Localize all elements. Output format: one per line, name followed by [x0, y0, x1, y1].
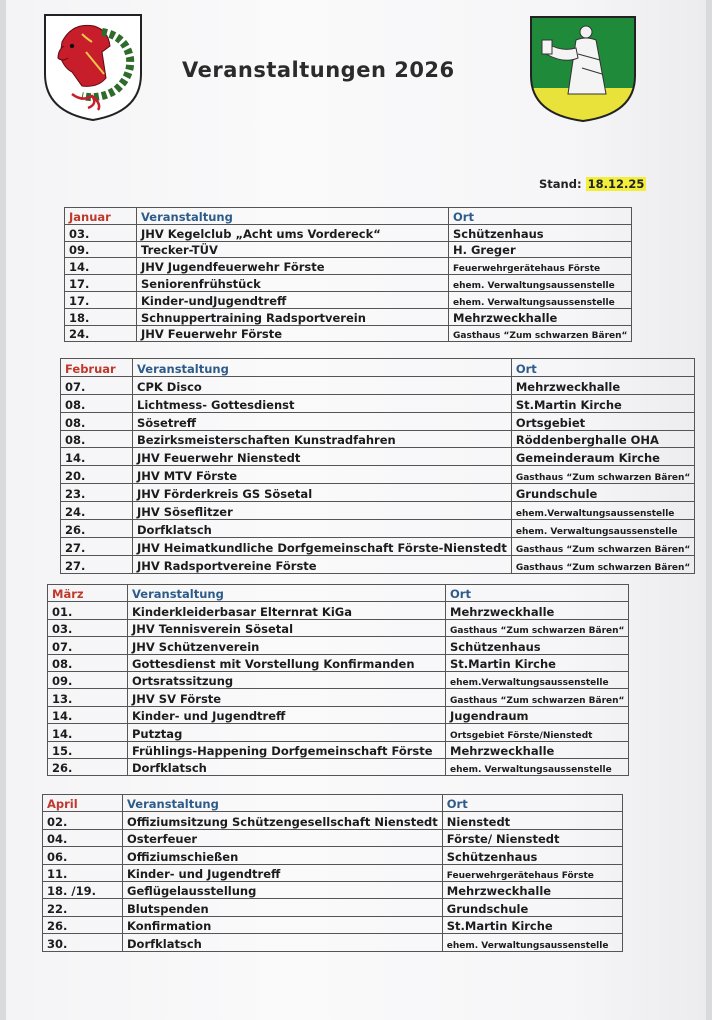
event-place: Gasthaus “Zum schwarzen Bären“ [511, 466, 694, 484]
event-name: Ortsratssitzung [128, 671, 446, 688]
column-header-event: Veranstaltung [133, 359, 512, 377]
table-row [43, 829, 623, 846]
event-date: 18. /19. [43, 881, 123, 898]
event-name: JHV Tennisverein Sösetal [128, 619, 446, 636]
table-row [61, 502, 695, 520]
event-place: Mehrzweckhalle [511, 376, 694, 394]
event-place: Mehrzweckhalle [446, 602, 629, 619]
table-header-row [65, 208, 632, 225]
month-name: Januar [65, 208, 137, 225]
event-place: Schützenhaus [442, 847, 622, 864]
table-row [65, 224, 632, 241]
table-row [65, 275, 632, 292]
month-table-april [42, 794, 623, 952]
column-header-event: Veranstaltung [137, 208, 449, 225]
event-name: Kinder-undJugendtreff [137, 291, 449, 308]
table-row [43, 899, 623, 916]
month-table-marz [47, 584, 629, 776]
event-date: 18. [65, 308, 137, 325]
table-row [48, 758, 629, 775]
event-name: JHV Heimatkundliche Dorfgemeinschaft Förste-Nienstedt [133, 537, 512, 555]
table-row [65, 291, 632, 308]
table-row [48, 602, 629, 619]
table-row [61, 555, 695, 573]
event-date: 24. [61, 502, 133, 520]
table-row [61, 394, 695, 412]
column-header-event: Veranstaltung [128, 585, 446, 602]
event-date: 15. [48, 741, 128, 758]
event-name: Dorfklatsch [128, 758, 446, 775]
table-row [43, 916, 623, 933]
event-place: Gasthaus “Zum schwarzen Bären“ [511, 555, 694, 573]
table-row [48, 689, 629, 706]
month-name: Februar [61, 359, 133, 377]
event-name: Sösetreff [133, 412, 512, 430]
event-name: Blutspenden [123, 899, 443, 916]
event-date: 06. [43, 847, 123, 864]
event-place: Ortsgebiet [511, 412, 694, 430]
event-name: Bezirksmeisterschaften Kunstradfahren [133, 430, 512, 448]
event-date: 14. [48, 706, 128, 723]
event-date: 03. [65, 224, 137, 241]
event-name: Gottesdienst mit Vorstellung Konfirmanden [128, 654, 446, 671]
event-place: Gemeinderaum Kirche [511, 448, 694, 466]
column-header-place: Ort [511, 359, 694, 377]
event-date: 26. [48, 758, 128, 775]
event-name: Geflügelausstellung [123, 881, 443, 898]
event-name: JHV Jugendfeuerwehr Förste [137, 258, 449, 275]
event-date: 03. [48, 619, 128, 636]
event-date: 08. [48, 654, 128, 671]
event-place: St.Martin Kirche [442, 916, 622, 933]
table-row [48, 637, 629, 654]
event-place: Ortsgebiet Förste/Nienstedt [446, 724, 629, 741]
horse-coat-of-arms-logo [42, 12, 144, 122]
event-name: JHV MTV Förste [133, 466, 512, 484]
document-page [6, 0, 706, 1020]
event-place: St.Martin Kirche [511, 394, 694, 412]
table-row [43, 881, 623, 898]
event-name: JHV Förderkreis GS Sösetal [133, 484, 512, 502]
event-date: 07. [48, 637, 128, 654]
event-place: Jugendraum [446, 706, 629, 723]
stand-label: Stand: [539, 177, 582, 191]
event-place: ehem. Verwaltungsaussenstelle [449, 291, 632, 308]
event-place: Feuerwehrgerätehaus Förste [449, 258, 632, 275]
table-row [48, 741, 629, 758]
event-name: Kinderkleiderbasar Elternrat KiGa [128, 602, 446, 619]
event-date: 20. [61, 466, 133, 484]
event-place: Schützenhaus [449, 224, 632, 241]
event-name: Konfirmation [123, 916, 443, 933]
month-name: März [48, 585, 128, 602]
table-row [48, 619, 629, 636]
table-row [43, 812, 623, 829]
stand-date-label [539, 177, 646, 191]
event-place: H. Greger [449, 241, 632, 258]
column-header-place: Ort [449, 208, 632, 225]
table-row [43, 847, 623, 864]
event-date: 30. [43, 934, 123, 951]
event-name: Trecker-TÜV [137, 241, 449, 258]
event-name: Kinder- und Jugendtreff [123, 864, 443, 881]
event-name: JHV Schützenverein [128, 637, 446, 654]
table-row [65, 308, 632, 325]
table-row [48, 654, 629, 671]
event-name: Schnuppertraining Radsportverein [137, 308, 449, 325]
event-date: 04. [43, 829, 123, 846]
event-place: Nienstedt [442, 812, 622, 829]
table-header-row [48, 585, 629, 602]
table-row [61, 412, 695, 430]
month-table-februar [60, 358, 695, 574]
event-place: Grundschule [442, 899, 622, 916]
event-date: 26. [43, 916, 123, 933]
table-row [43, 934, 623, 951]
event-date: 27. [61, 537, 133, 555]
event-date: 17. [65, 291, 137, 308]
document-title: Veranstaltungen 2026 [182, 58, 455, 82]
table-header-row [43, 795, 623, 812]
table-row [61, 520, 695, 538]
event-date: 14. [61, 448, 133, 466]
event-name: Dorfklatsch [133, 520, 512, 538]
event-name: JHV Radsportvereine Förste [133, 555, 512, 573]
event-place: Mehrzweckhalle [442, 881, 622, 898]
event-place: ehem. Verwaltungsaussenstelle [446, 758, 629, 775]
table-row [43, 864, 623, 881]
month-name: April [43, 795, 123, 812]
event-date: 02. [43, 812, 123, 829]
event-date: 09. [48, 671, 128, 688]
event-name: JHV Söseflitzer [133, 502, 512, 520]
event-place: ehem. Verwaltungsaussenstelle [442, 934, 622, 951]
event-date: 26. [61, 520, 133, 538]
event-name: JHV Kegelclub „Acht ums Vordereck“ [137, 224, 449, 241]
table-row [65, 325, 632, 342]
event-place: ehem. Verwaltungsaussenstelle [449, 275, 632, 292]
event-place: St.Martin Kirche [446, 654, 629, 671]
event-place: Grundschule [511, 484, 694, 502]
column-header-place: Ort [442, 795, 622, 812]
table-row [61, 430, 695, 448]
event-place: Feuerwehrgerätehaus Förste [442, 864, 622, 881]
event-date: 13. [48, 689, 128, 706]
event-date: 24. [65, 325, 137, 342]
table-row [48, 671, 629, 688]
event-name: JHV Feuerwehr Nienstedt [133, 448, 512, 466]
event-place: ehem. Verwaltungsaussenstelle [511, 520, 694, 538]
event-name: Offiziumsitzung Schützengesellschaft Nienstedt [123, 812, 443, 829]
column-header-event: Veranstaltung [123, 795, 443, 812]
event-place: Gasthaus “Zum schwarzen Bären“ [511, 537, 694, 555]
event-name: Lichtmess- Gottesdienst [133, 394, 512, 412]
event-date: 27. [61, 555, 133, 573]
table-row [65, 241, 632, 258]
event-date: 08. [61, 430, 133, 448]
event-name: Offiziumschießen [123, 847, 443, 864]
event-place: Gasthaus “Zum schwarzen Bären“ [449, 325, 632, 342]
table-row [61, 466, 695, 484]
event-date: 08. [61, 412, 133, 430]
event-date: 14. [48, 724, 128, 741]
event-name: CPK Disco [133, 376, 512, 394]
event-name: JHV Feuerwehr Förste [137, 325, 449, 342]
event-name: Putztag [128, 724, 446, 741]
event-date: 07. [61, 376, 133, 394]
month-table-januar [64, 207, 632, 342]
event-name: Dorfklatsch [123, 934, 443, 951]
table-row [61, 484, 695, 502]
stand-date: 18.12.25 [587, 177, 645, 191]
event-place: Förste/ Nienstedt [442, 829, 622, 846]
event-name: Frühlings-Happening Dorfgemeinschaft Förste [128, 741, 446, 758]
event-date: 14. [65, 258, 137, 275]
event-place: Röddenberghalle OHA [511, 430, 694, 448]
event-name: Osterfeuer [123, 829, 443, 846]
event-date: 08. [61, 394, 133, 412]
event-name: Seniorenfrühstück [137, 275, 449, 292]
event-place: ehem.Verwaltungsaussenstelle [511, 502, 694, 520]
table-row [48, 706, 629, 723]
event-date: 09. [65, 241, 137, 258]
table-row [61, 537, 695, 555]
table-row [61, 376, 695, 394]
event-date: 11. [43, 864, 123, 881]
table-row [61, 448, 695, 466]
event-date: 22. [43, 899, 123, 916]
event-date: 17. [65, 275, 137, 292]
event-date: 01. [48, 602, 128, 619]
event-place: ehem.Verwaltungsaussenstelle [446, 671, 629, 688]
event-date: 23. [61, 484, 133, 502]
saint-coat-of-arms-logo [528, 14, 638, 124]
table-row [48, 724, 629, 741]
column-header-place: Ort [446, 585, 629, 602]
table-row [65, 258, 632, 275]
event-place: Gasthaus “Zum schwarzen Bären“ [446, 689, 629, 706]
event-place: Schützenhaus [446, 637, 629, 654]
table-header-row [61, 359, 695, 377]
event-name: Kinder- und Jugendtreff [128, 706, 446, 723]
event-place: Mehrzweckhalle [449, 308, 632, 325]
event-place: Mehrzweckhalle [446, 741, 629, 758]
event-name: JHV SV Förste [128, 689, 446, 706]
event-place: Gasthaus “Zum schwarzen Bären“ [446, 619, 629, 636]
